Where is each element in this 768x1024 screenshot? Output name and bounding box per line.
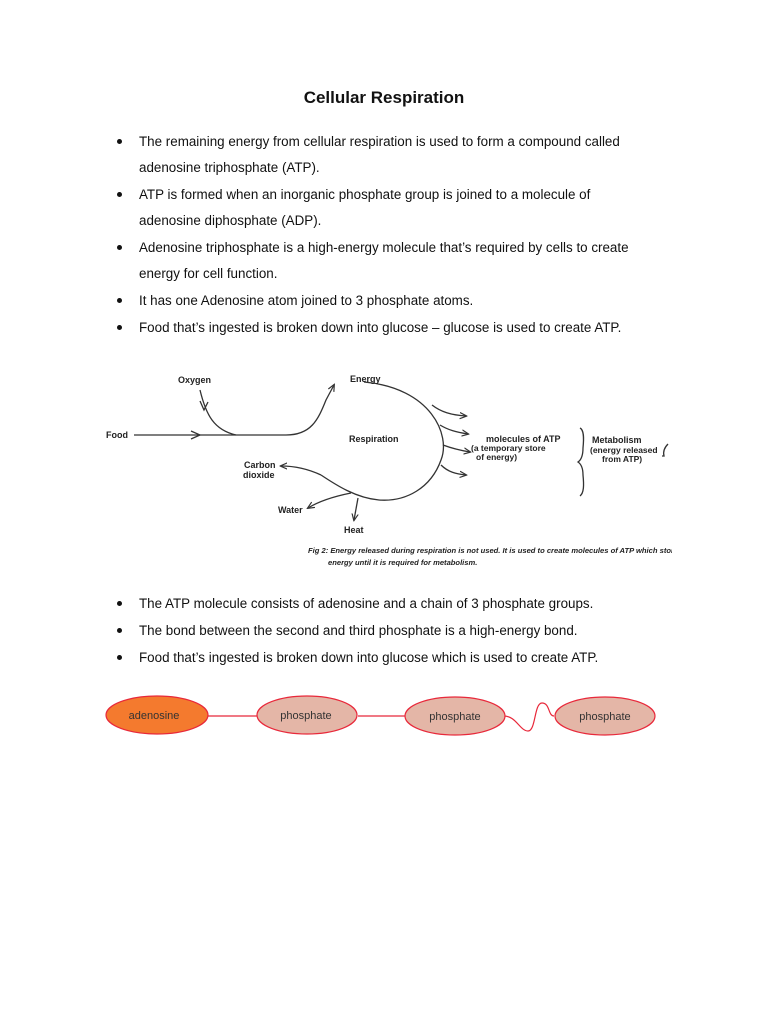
label-carbon: Carbon [244, 460, 276, 470]
label-metabolism: Metabolism [592, 435, 642, 445]
atp-arrow [432, 405, 466, 416]
respiration-diagram-svg [96, 360, 672, 575]
bullet-icon [117, 245, 122, 250]
brace [578, 428, 584, 496]
bullet-text-line: It has one Adenosine atom joined to 3 phosphate atoms. [139, 293, 474, 308]
high-energy-bond [504, 703, 554, 731]
atp-chain-svg [96, 695, 672, 740]
atp-arrow [443, 445, 470, 452]
label-atp-line3: of energy) [476, 452, 518, 462]
bullet-icon [117, 601, 122, 606]
bullet-text-line: energy for cell function. [139, 266, 278, 281]
bullet-text-line: The remaining energy from cellular respiration is used to form a compound called [139, 134, 620, 149]
label-metabolism-line2: (energy released [590, 445, 658, 455]
bullet-text-line: ATP is formed when an inorganic phosphate group is joined to a molecule of [139, 187, 591, 202]
bullet-text-line: adenosine triphosphate (ATP). [139, 160, 320, 175]
bullet-icon [117, 325, 122, 330]
label-metabolism-line3: from ATP) [602, 454, 643, 464]
atp-chain-diagram [96, 695, 672, 740]
label-heat: Heat [344, 525, 364, 535]
oxygen-arrow [200, 390, 236, 435]
label-food: Food [106, 430, 128, 440]
figure-caption-line1: Fig 2: Energy released during respiration is not used. It is used to create molecules of ATP which stores [308, 546, 672, 555]
bullet-text-line: adenosine diphosphate (ADP). [139, 213, 322, 228]
adenosine-label: adenosine [128, 710, 180, 722]
water-arrow [308, 493, 351, 508]
diagram-lines [134, 382, 668, 520]
phosphate-label: phosphate [280, 710, 332, 722]
label-oxygen: Oxygen [178, 375, 212, 385]
figure-caption-line2: energy until it is required for metabolism. [328, 558, 478, 567]
bullet-icon [117, 192, 122, 197]
bullet-text-line: The bond between the second and third phosphate is a high-energy bond. [139, 623, 578, 638]
bullet-icon [117, 628, 122, 633]
carbon-dioxide-arrow [281, 466, 321, 475]
bullet-icon [117, 298, 122, 303]
bullet-text-line: Food that’s ingested is broken down into glucose which is used to create ATP. [139, 650, 599, 665]
respiration-diagram [96, 360, 672, 575]
bullet-text-line: Food that’s ingested is broken down into glucose – glucose is used to create ATP. [139, 320, 622, 335]
phosphate-label: phosphate [429, 711, 481, 723]
phosphate-label: phosphate [579, 711, 631, 723]
bullet-text-line: The ATP molecule consists of adenosine and a chain of 3 phosphate groups. [139, 596, 594, 611]
label-respiration: Respiration [349, 434, 399, 444]
squiggle-mark [662, 444, 668, 456]
label-atp-line1: molecules of ATP [486, 434, 561, 444]
atp-arrow [440, 425, 468, 434]
bullet-text-line: Adenosine triphosphate is a high-energy molecule that’s required by cells to create [139, 240, 629, 255]
label-energy: Energy [350, 374, 381, 384]
label-water: Water [278, 505, 303, 515]
energy-arrow [286, 385, 334, 435]
heat-arrow [354, 498, 358, 520]
atp-arrow [441, 465, 466, 475]
label-atp-line2: (a temporary store [471, 443, 546, 453]
label-dioxide: dioxide [243, 470, 275, 480]
bullet-icon [117, 655, 122, 660]
page-title: Cellular Respiration [303, 88, 465, 107]
bullet-icon [117, 139, 122, 144]
